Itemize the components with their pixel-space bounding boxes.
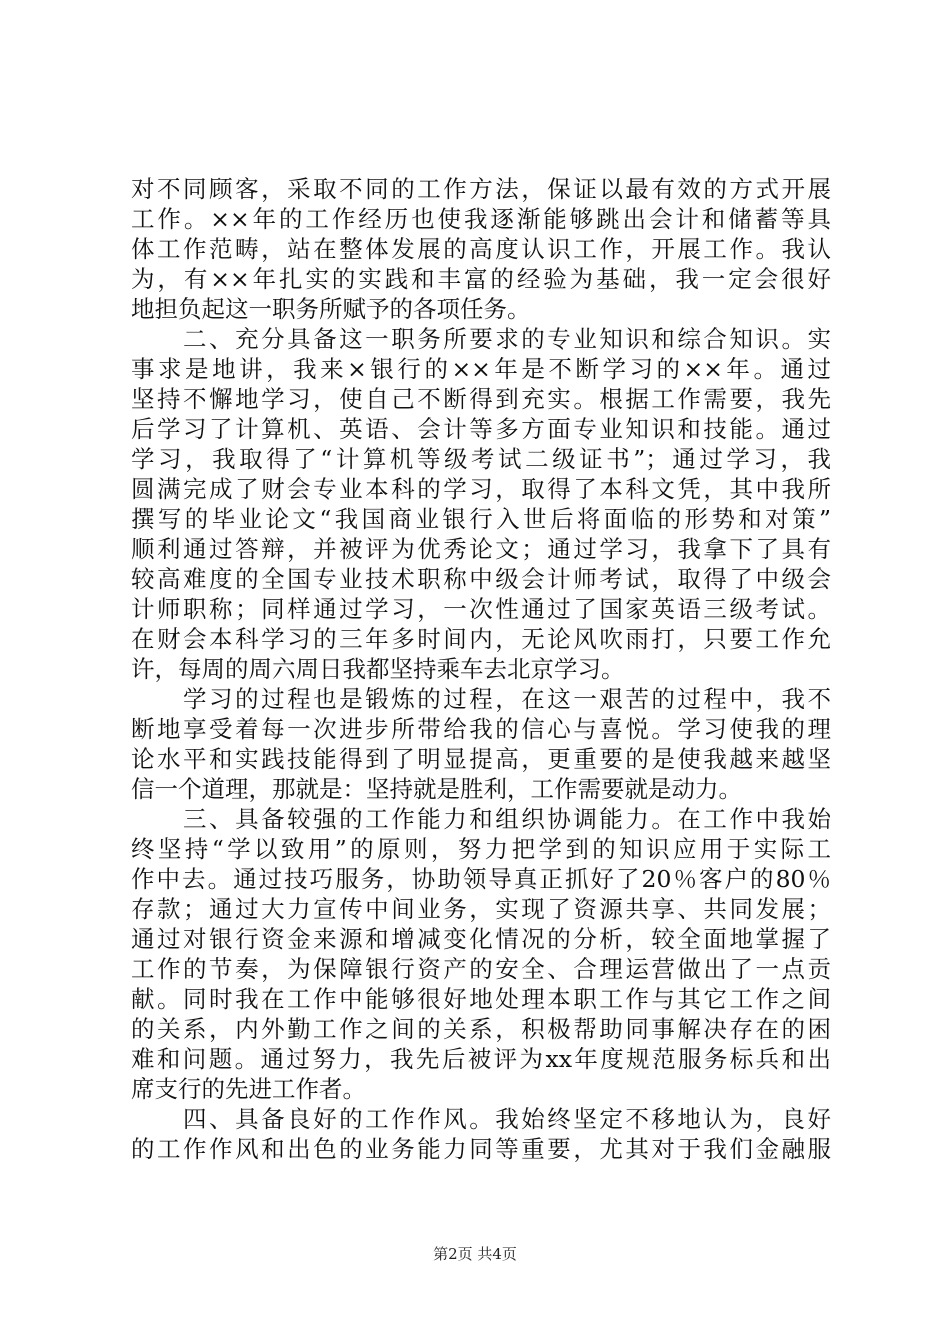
text-line: 坚持不懈地学习，使自己不断得到充实。根据工作需要，我先	[131, 385, 831, 413]
text-line: 撰写的毕业论文“我国商业银行入世后将面临的形势和对策”	[131, 505, 831, 533]
page-footer	[0, 1244, 950, 1264]
text-line: 为，有××年扎实的实践和丰富的经验为基础，我一定会很好	[131, 265, 831, 293]
text-line: 作中去。通过技巧服务，协助领导真正抓好了20％客户的80％	[131, 865, 831, 893]
text-line: 存款；通过大力宣传中间业务，实现了资源共享、共同发展；	[131, 895, 831, 923]
text-line: 许，每周的周六周日我都坚持乘车去北京学习。	[131, 655, 625, 683]
text-line: 通过对银行资金来源和增减变化情况的分析，较全面地掌握了	[131, 925, 831, 953]
text-line: 论水平和实践技能得到了明显提高，更重要的是使我越来越坚	[131, 745, 831, 773]
text-line: 计师职称；同样通过学习，一次性通过了国家英语三级考试。	[131, 595, 831, 623]
text-line: 终坚持“学以致用”的原则，努力把学到的知识应用于实际工	[131, 835, 831, 863]
text-line: 体工作范畴，站在整体发展的高度认识工作，开展工作。我认	[131, 235, 831, 263]
text-line: 圆满完成了财会专业本科的学习，取得了本科文凭，其中我所	[131, 475, 831, 503]
text-line: 工作。××年的工作经历也使我逐渐能够跳出会计和储蓄等具	[131, 205, 831, 233]
text-line: 二、充分具备这一职务所要求的专业知识和综合知识。实	[131, 325, 831, 353]
text-line: 学习，我取得了“计算机等级考试二级证书”；通过学习，我	[131, 445, 831, 473]
text-line: 的工作作风和出色的业务能力同等重要，尤其对于我们金融服	[131, 1135, 831, 1163]
text-line: 地担负起这一职务所赋予的各项任务。	[131, 295, 531, 323]
text-line: 四、具备良好的工作作风。我始终坚定不移地认为，良好	[131, 1105, 831, 1133]
text-line: 信一个道理，那就是：坚持就是胜利，工作需要就是动力。	[131, 775, 742, 803]
text-line: 在财会本科学习的三年多时间内，无论风吹雨打，只要工作允	[131, 625, 831, 653]
text-line: 事求是地讲，我来×银行的××年是不断学习的××年。通过	[131, 355, 831, 383]
text-line: 后学习了计算机、英语、会计等多方面专业知识和技能。通过	[131, 415, 831, 443]
text-line: 工作的节奏，为保障银行资产的安全、合理运营做出了一点贡	[131, 955, 831, 983]
text-line: 断地享受着每一次进步所带给我的信心与喜悦。学习使我的理	[131, 715, 831, 743]
text-line: 学习的过程也是锻炼的过程，在这一艰苦的过程中，我不	[131, 685, 831, 713]
text-line: 三、具备较强的工作能力和组织协调能力。在工作中我始	[131, 805, 831, 833]
document-body	[131, 174, 831, 1164]
text-line: 难和问题。通过努力，我先后被评为xx年度规范服务标兵和出	[131, 1045, 831, 1073]
text-line: 的关系，内外勤工作之间的关系，积极帮助同事解决存在的困	[131, 1015, 831, 1043]
text-line: 较高难度的全国专业技术职称中级会计师考试，取得了中级会	[131, 565, 831, 593]
text-line: 顺利通过答辩，并被评为优秀论文；通过学习，我拿下了具有	[131, 535, 831, 563]
text-line: 对不同顾客，采取不同的工作方法，保证以最有效的方式开展	[131, 175, 831, 203]
text-line: 席支行的先进工作者。	[131, 1075, 366, 1103]
text-line: 献。同时我在工作中能够很好地处理本职工作与其它工作之间	[131, 985, 831, 1013]
page-number: 第2页 共4页	[433, 1245, 517, 1263]
